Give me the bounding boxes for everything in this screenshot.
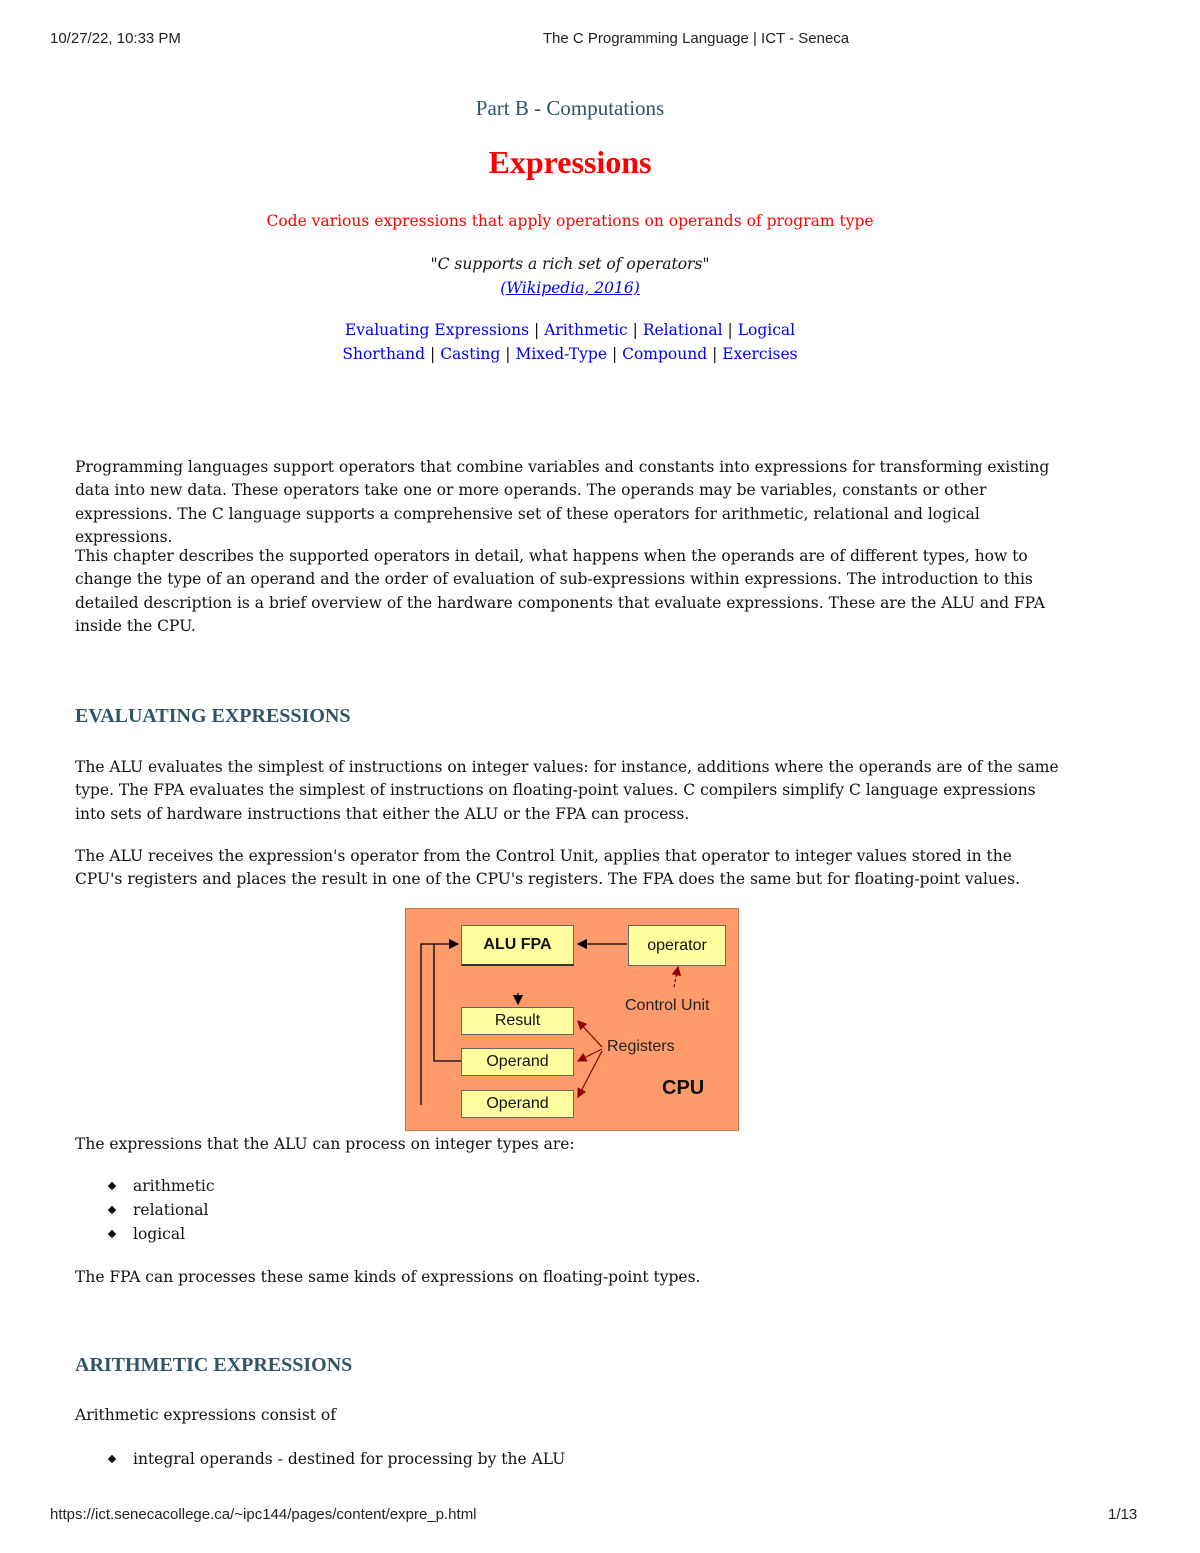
nav-separator: | (505, 345, 511, 363)
registers-arrow-operand2 (578, 1051, 602, 1097)
nav-link-evaluating[interactable]: Evaluating Expressions (344, 321, 530, 339)
nav-link-shorthand[interactable]: Shorthand (342, 345, 426, 363)
alu-fpa-box: ALU FPA (461, 925, 574, 966)
nav-link-mixed-type[interactable]: Mixed-Type (515, 345, 607, 363)
citation-link[interactable]: (Wikipedia, 2016) (500, 279, 640, 297)
nav-separator: | (534, 321, 540, 339)
nav-separator: | (712, 345, 718, 363)
nav-link-arithmetic[interactable]: Arithmetic (544, 321, 628, 339)
epigraph-citation-wrap (0, 279, 1140, 297)
heading-evaluating-expressions: EVALUATING EXPRESSIONS (75, 705, 351, 727)
nav-link-relational[interactable]: Relational (642, 321, 723, 339)
print-page-title: The C Programming Language | ICT - Seneca (542, 30, 850, 47)
nav-link-casting[interactable]: Casting (440, 345, 501, 363)
page-title: Expressions (488, 144, 652, 180)
nav-link-compound[interactable]: Compound (622, 345, 708, 363)
heading-arithmetic-expressions: ARITHMETIC EXPRESSIONS (75, 1354, 353, 1376)
nav-link-exercises[interactable]: Exercises (722, 345, 798, 363)
registers-arrow-result (578, 1021, 602, 1047)
cpu-diagram (405, 908, 739, 1131)
evaluating-paragraph-4: The FPA can processes these same kinds of expressions on floating-point types. (75, 1268, 701, 1286)
alu-expression-list (75, 1174, 215, 1246)
arithmetic-paragraph-1: Arithmetic expressions consist of (75, 1406, 337, 1424)
print-url[interactable]: https://ict.senecacollege.ca/~ipc144/pages/content/expre_p.html (50, 1506, 477, 1523)
registers-arrow-operand1 (578, 1049, 602, 1061)
list-item: arithmetic (75, 1174, 215, 1198)
operator-box: operator (628, 925, 726, 966)
nav-separator: | (727, 321, 733, 339)
evaluating-paragraph-3: The expressions that the ALU can process on integer types are: (75, 1135, 575, 1153)
evaluating-paragraph-1: The ALU evaluates the simplest of instructions on integer values: for instance, additions where the operands are of the same type. The FPA evaluates the simplest of instructions on floating-point values. C compilers simplify C language expressions into sets of hardware instructions that either the ALU or the FPA can process. (75, 758, 1059, 823)
print-page-number: 1/13 (1108, 1506, 1138, 1523)
nav-separator: | (430, 345, 436, 363)
control-unit-label: Control Unit (625, 997, 710, 1014)
nav-separator: | (611, 345, 618, 363)
cpu-label: CPU (662, 1077, 705, 1099)
result-register-box: Result (461, 1007, 574, 1035)
list-item: relational (75, 1198, 215, 1222)
epigraph-quote: "C supports a rich set of operators" (430, 255, 710, 273)
intro-paragraph-1: Programming languages support operators that combine variables and constants into expressions for transforming existing data into new data. These operators take one or more operands. The operands may be variables, constants or other expressions. The C language supports a comprehensive set of these operators for arithmetic, relational and logical expressions. (75, 458, 1050, 546)
operand2-feed-line (421, 944, 458, 1105)
section-nav-row-2 (0, 345, 1140, 363)
operand1-feed-line (434, 944, 462, 1061)
registers-label: Registers (607, 1038, 675, 1055)
page-subtitle: Code various expressions that apply operations on operands of program type (266, 212, 874, 230)
list-item: logical (75, 1222, 215, 1246)
list-item: integral operands - destined for processing by the ALU (75, 1447, 565, 1471)
print-timestamp: 10/27/22, 10:33 PM (50, 30, 181, 47)
operand-register-box-2: Operand (461, 1090, 574, 1118)
section-nav-row-1 (0, 321, 1140, 339)
intro-paragraph-2: This chapter describes the supported operators in detail, what happens when the operands are of different types, how to change the type of an operand and the order of evaluation of sub-expressions within expressions. The introduction to this detailed description is a brief overview of the hardware components that evaluate expressions. These are the ALU and FPA inside the CPU. (75, 547, 1045, 635)
nav-link-logical[interactable]: Logical (737, 321, 796, 339)
operand-register-box-1: Operand (461, 1048, 574, 1076)
part-heading: Part B - Computations (475, 96, 665, 120)
arithmetic-operand-list (75, 1447, 565, 1471)
evaluating-paragraph-2: The ALU receives the expression's operator from the Control Unit, applies that operator to integer values stored in the CPU's registers and places the result in one of the CPU's registers. The FPA does the same but for floating-point values. (75, 847, 1021, 889)
nav-separator: | (632, 321, 638, 339)
control-unit-arrow (674, 967, 678, 987)
